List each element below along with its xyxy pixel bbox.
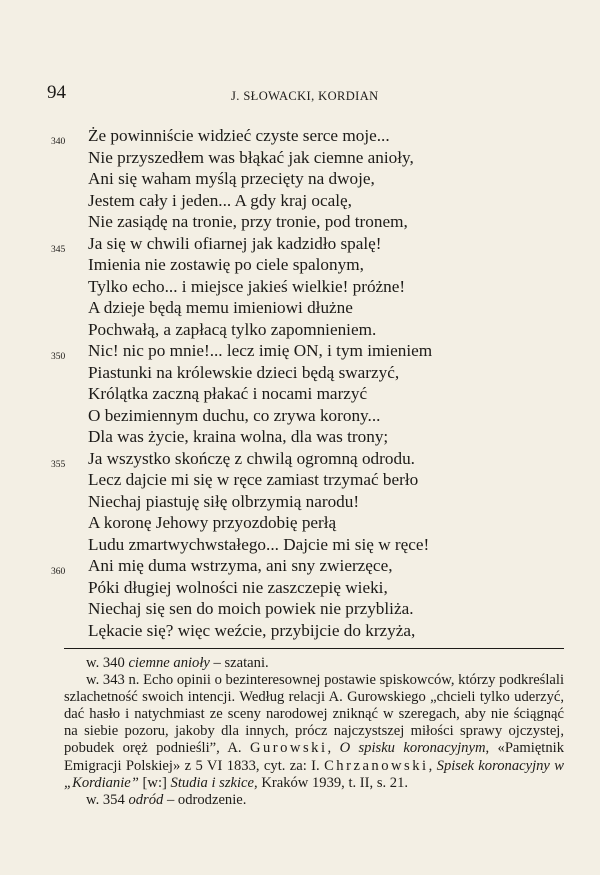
verse-text: Że powinniście widzieć czyste serce moje...: [88, 126, 390, 145]
verse-text: Królątka zaczną płakać i nocami marzyć: [88, 384, 368, 403]
verse-text: Tylko echo... i miejsce jakieś wielkie! próżne!: [88, 276, 406, 296]
verse-line: [0, 233, 600, 255]
verse-text: Pochwałą, a zapłacą tylko zapomnieniem.: [88, 319, 377, 339]
line-number: 345: [51, 244, 66, 255]
verse-line: [0, 577, 600, 599]
verse-line: [0, 211, 600, 233]
verse-line: [0, 383, 600, 405]
verse-line: [0, 168, 600, 190]
verse-text: Niechaj się sen do moich powiek nie przybliża.: [88, 599, 414, 618]
verse-text: Ani mię duma wstrzyma, ani sny zwierzęce,: [88, 556, 393, 575]
verse-text: Ja się w chwili ofiarnej jak kadzidło spalę!: [88, 233, 382, 253]
verse-text: Lecz dajcie mi się w ręce zamiast trzymać berło: [88, 470, 419, 489]
verse-text: Imienia nie zostawię po ciele spalonym,: [88, 255, 364, 274]
verse-text: Piastunki na królewskie dzieci będą swarzyć,: [88, 362, 400, 382]
footnote-text: , Kraków 1939, t. II, s. 21.: [254, 774, 409, 791]
running-head: J. SŁOWACKI, KORDIAN: [231, 89, 379, 103]
verse-text: Nie zasiądę na tronie, przy tronie, pod tronem,: [88, 212, 408, 231]
footnote-author: Chrzanowski: [324, 757, 429, 774]
verse-line: [0, 405, 600, 427]
footnote-title: Studia i szkice: [170, 774, 255, 791]
footnote-term: ciemne anioły: [128, 655, 210, 671]
verse-line: [0, 190, 600, 212]
verse-text: O bezimiennym duchu, co zrywa korony...: [88, 405, 381, 425]
verse-block: [0, 125, 600, 641]
footnote-343: w. 343 n. Echo opinii o bezinteresownej postawie spiskowców, którzy podkreślali szlachetność swoich intencji. Według relacji A. Gurowskiego „chcieli tylko uderzyć, dać hasło i natychmiast ze sceny narodowej zniknąć w szeregach, aby nie ściągnąć na siebie pozoru, jakoby dla innych, prócz najczystszej miłości sprawy ojczystej, pobudek oręż podnieśli”, A. Gurowski, O spisku koronacyjnym, «Pamiętnik Emigracji Polskiej» z 5 VI 1833, cyt. za: I. Chrzanowski, Spisek koronacyjny w „Kordianie” [w:] Studia i szkice, Kraków 1939, t. II, s. 21.: [64, 672, 565, 791]
footnote-text: , «Pamiętnik Emigracji Polskiej» z 5 VI 1833, cyt. za: I.: [64, 740, 564, 774]
verse-text: Póki długiej wolności nie zaszczepię wieki,: [88, 577, 388, 597]
verse-text: Ludu zmartwychwstałego... Dajcie mi się w ręce!: [88, 534, 430, 554]
verse-text: Niechaj piastuję siłę olbrzymią narodu!: [88, 491, 360, 511]
verse-line: [0, 319, 600, 341]
verse-text: A dzieje będą memu imieniowi dłużne: [88, 298, 353, 317]
line-number: 350: [51, 352, 66, 362]
verse-line: [0, 254, 600, 276]
verse-line: [0, 297, 600, 319]
footnote-rule: [64, 648, 564, 649]
verse-line: [0, 276, 600, 298]
footnote-ref: w. 354: [86, 791, 125, 808]
footnote-text: – szatani.: [213, 655, 269, 671]
verse-line: [0, 147, 600, 169]
verse-line: [0, 448, 600, 470]
verse-text: Dla was życie, kraina wolna, dla was trony;: [88, 427, 389, 446]
verse-text: Ja wszystko skończę z chwilą ogromną odrodu.: [88, 448, 415, 468]
verse-line: [0, 340, 600, 362]
footnote-text: w. 343 n. Echo opinii o bezinteresownej postawie spiskowców, którzy podkreślali szlachetność swoich intencji. Według relacji A. Gurowskiego „chcieli tylko uderzyć, dać hasło i natychmiast ze sceny narodowej zniknąć w szeregach, aby nie ściągnąć na siebie pozoru, jakoby dla innych, prócz najczystszej miłości sprawy ojczystej, pobudek oręż podnieśli”, A.: [64, 672, 564, 757]
footnote-340: [64, 655, 564, 672]
verse-line: [0, 426, 600, 448]
verse-line: [0, 620, 600, 642]
verse-line: [0, 555, 600, 577]
line-number: 340: [51, 137, 66, 147]
verse-text: Ani się waham myślą przecięty na dwoje,: [88, 169, 375, 188]
line-number: 360: [51, 567, 66, 577]
verse-text: Nic! nic po mnie!... lecz imię ON, i tym imieniem: [88, 341, 433, 360]
footnote-title: Spisek koronacyjny w „Kordianie”: [64, 757, 565, 791]
footnotes: [64, 655, 564, 809]
verse-line: [0, 125, 600, 147]
verse-text: Nie przyszedłem was błąkać jak ciemne anioły,: [88, 147, 414, 167]
footnote-text: [w:]: [138, 774, 167, 791]
footnote-text: – odrodzenie.: [166, 791, 247, 808]
footnote-term: odród: [128, 791, 164, 808]
line-number: 355: [51, 459, 66, 470]
footnote-title: O spisku koronacyjnym: [339, 740, 486, 757]
footnote-ref: w. 340: [86, 655, 125, 671]
verse-line: [0, 469, 600, 491]
verse-text: Jestem cały i jeden... A gdy kraj ocalę,: [88, 190, 352, 210]
verse-line: [0, 491, 600, 513]
verse-text: A koronę Jehowy przyozdobię perłą: [88, 513, 337, 532]
footnote-354: [64, 792, 564, 809]
verse-line: [0, 534, 600, 556]
verse-line: [0, 598, 600, 620]
verse-line: [0, 512, 600, 534]
verse-line: [0, 362, 600, 384]
page-number: 94: [47, 82, 66, 103]
verse-text: Lękacie się? więc weźcie, przybijcie do krzyża,: [88, 620, 416, 640]
footnote-author: Gurowski: [249, 740, 328, 757]
